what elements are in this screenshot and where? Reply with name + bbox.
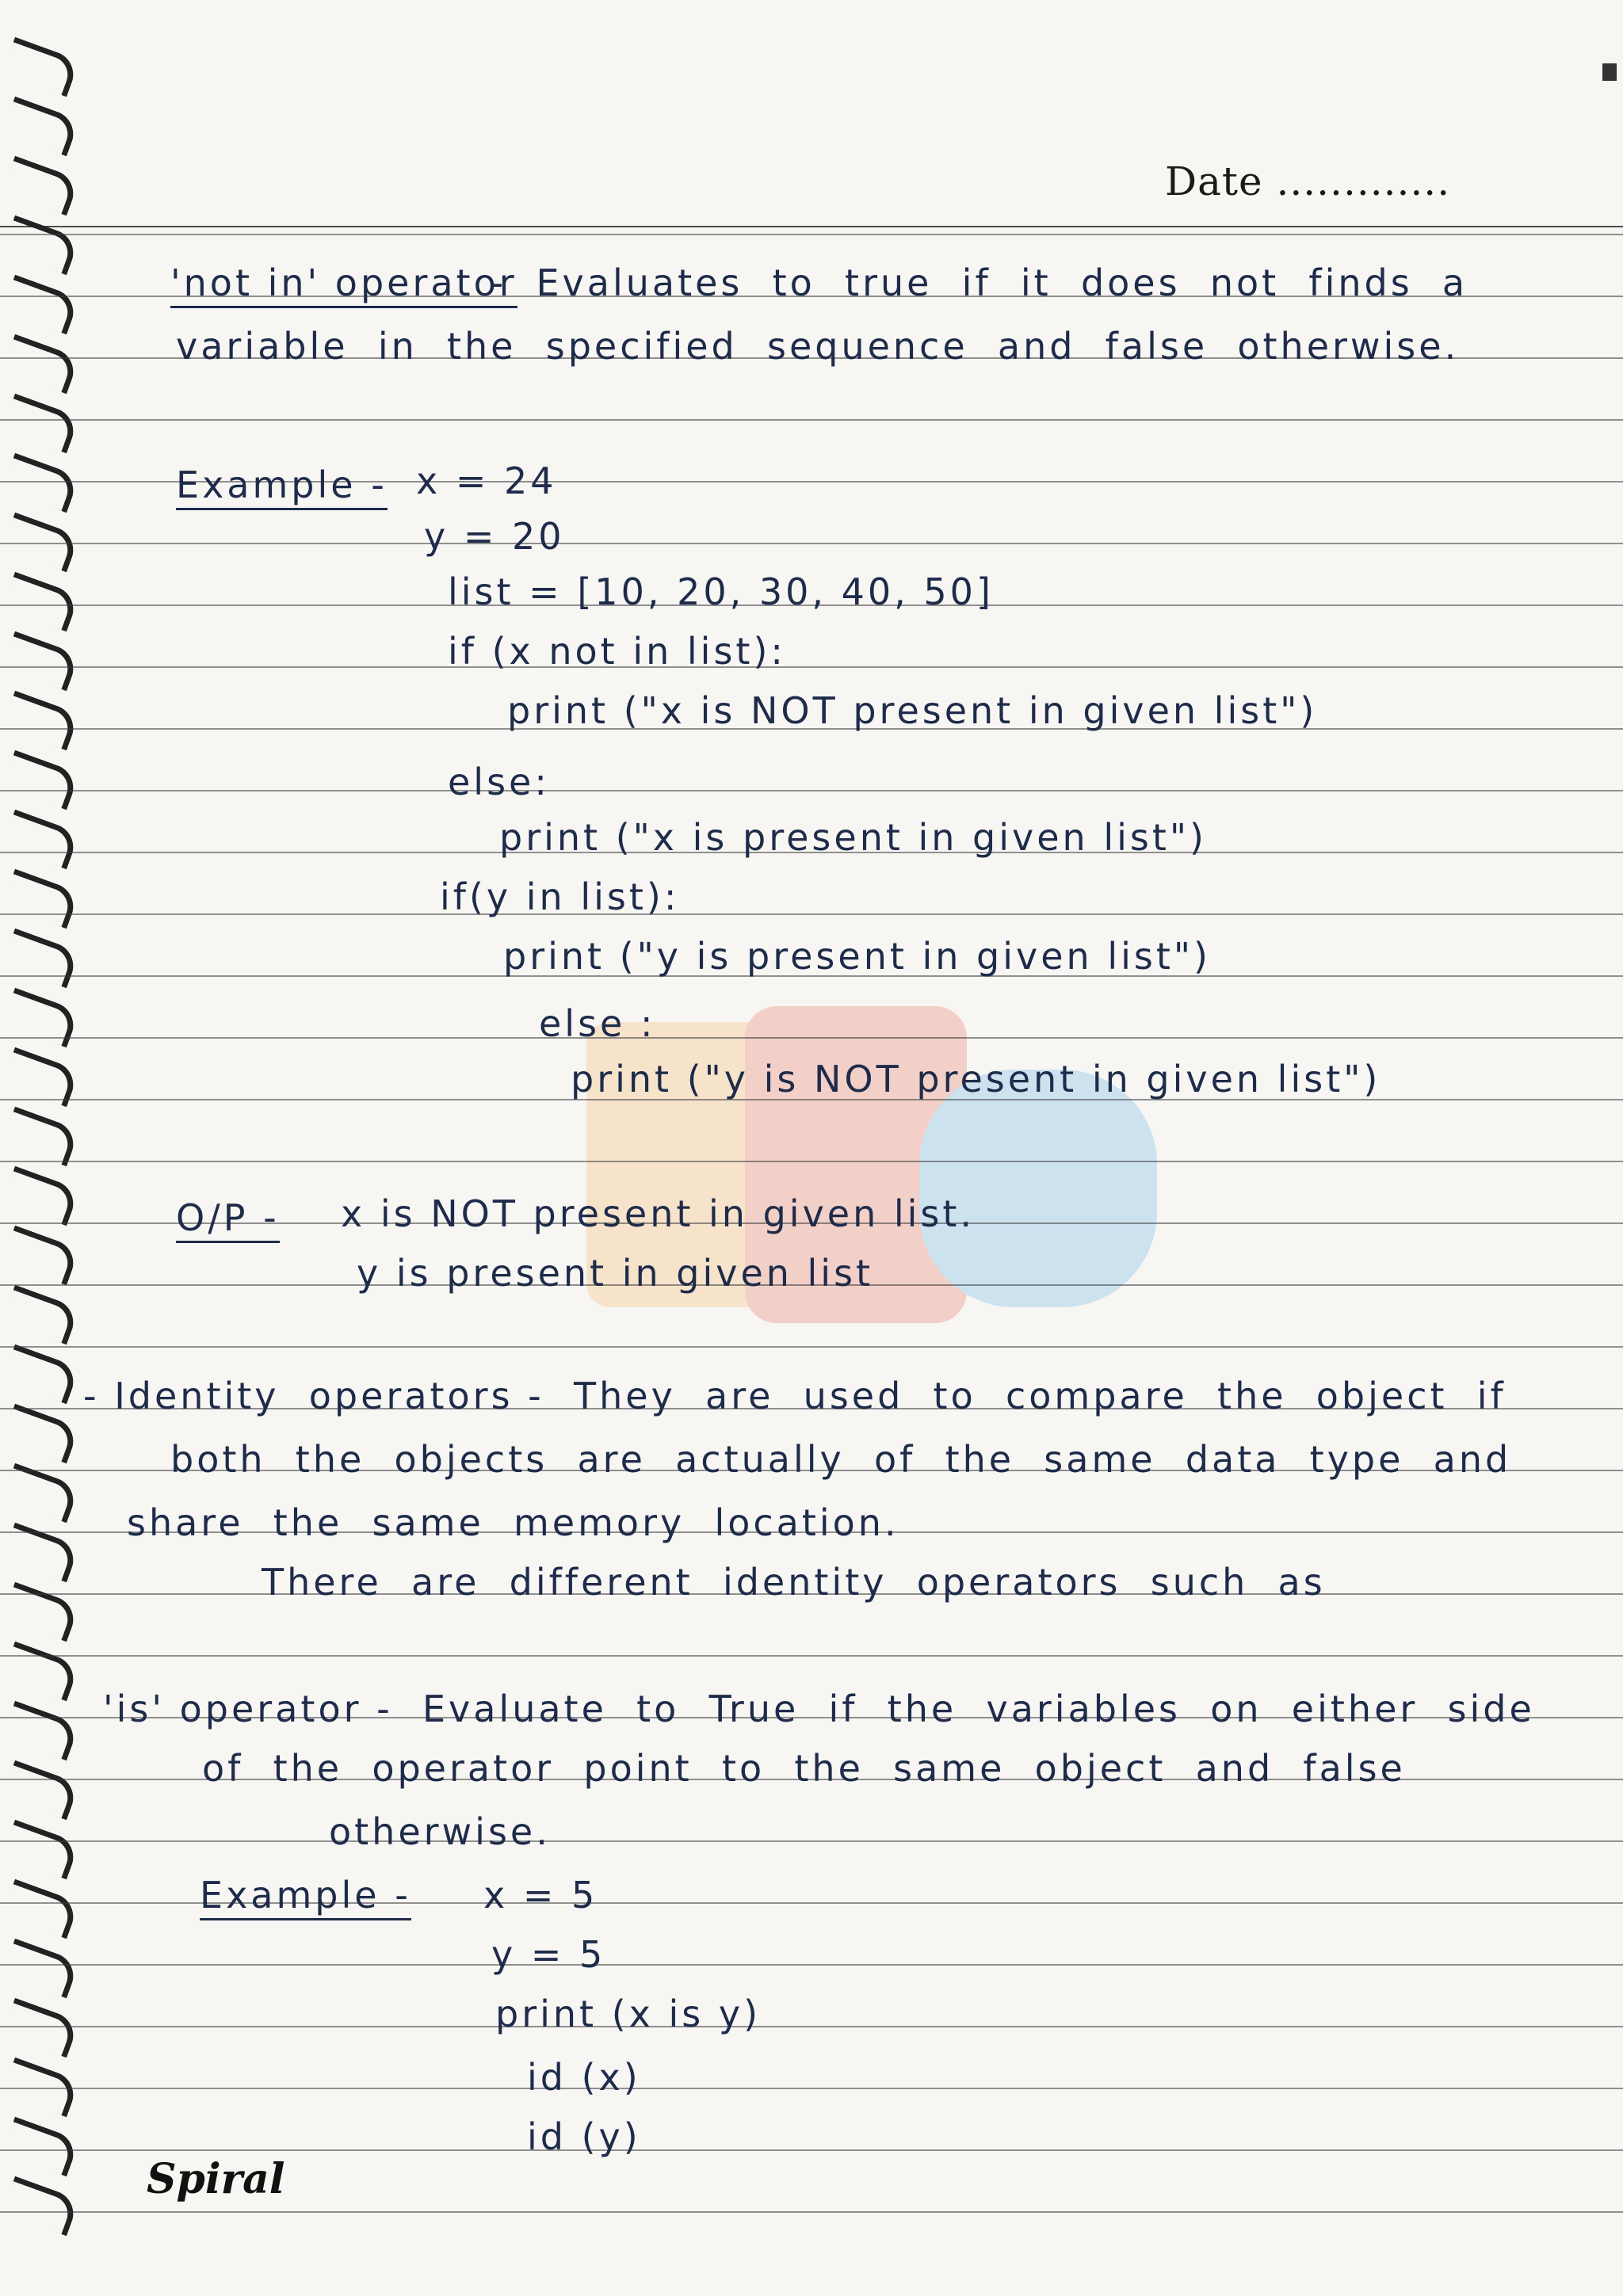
spiral-ring [2,156,80,216]
text-line: otherwise. [329,1810,551,1853]
ruled-line [0,234,1623,235]
ruled-line [0,2149,1623,2151]
spiral-ring [2,1701,80,1761]
spiral-ring [2,691,80,751]
text-line: - Identity operators - They are used to compare the object if [83,1375,1507,1417]
ruled-line [0,1161,1623,1162]
text-line: both the objects are actually of the same data type and [170,1438,1512,1481]
spiral-ring [2,1642,80,1702]
output-line: y is present in given list [357,1252,874,1295]
code-line: if (x not in list): [448,630,786,673]
text-line: variable in the specified sequence and false otherwise. [176,325,1460,368]
spiral-ring [2,1344,80,1405]
output-label: O/P - [176,1196,280,1243]
spiral-ring [2,1107,80,1167]
output-line: x is NOT present in given list. [341,1192,976,1235]
ruled-line [0,913,1623,915]
spiral-ring [2,1582,80,1642]
text-line-rest: - Evaluates to true if it does not finds a [475,261,1468,304]
spiral-ring [2,1226,80,1286]
spiral-ring [2,1879,80,1939]
text-line: There are different identity operators such as [262,1561,1326,1604]
spiral-ring [2,334,80,395]
spiral-ring [2,988,80,1048]
spiral-ring [2,1820,80,1880]
spiral-ring [2,1939,80,1999]
ruled-line [0,1964,1623,1966]
spiral-ring [2,1404,80,1464]
ruled-line [0,2088,1623,2089]
code-line: id (x) [527,2056,641,2099]
spiral-ring [2,97,80,157]
spiral-ring [2,2117,80,2177]
spiral-ring [2,1463,80,1524]
spiral-ring [2,2176,80,2237]
page-corner-mark [1602,63,1617,81]
ruled-line [0,1655,1623,1657]
spiral-ring [2,750,80,810]
code-line: print ("y is NOT present in given list") [571,1058,1381,1100]
example-label: Example - [200,1874,411,1920]
code-line: x = 5 [483,1874,598,1917]
code-line: print ("x is present in given list") [499,816,1208,859]
ruled-line [0,666,1623,668]
spiral-ring [2,453,80,513]
code-line: y = 20 [424,515,565,558]
spiral-ring [2,810,80,870]
ruled-line [0,2211,1623,2213]
code-line: list = [10, 20, 30, 40, 50] [448,570,994,613]
code-line: else : [539,1002,656,1045]
text-line: share the same memory location. [127,1501,899,1544]
ruled-line [0,1840,1623,1842]
spiral-ring [2,37,80,97]
spiral-ring [2,631,80,692]
code-line: y = 5 [491,1933,606,1976]
spiral-ring [2,1285,80,1345]
spiral-ring [2,215,80,276]
ruled-line [0,2026,1623,2027]
text-line: 'is' operator - Evaluate to True if the variables on either side [103,1688,1535,1730]
text-line: of the operator point to the same object and false [202,1747,1406,1790]
code-line: else: [448,761,550,803]
code-line: if(y in list): [440,875,680,918]
spiral-ring [2,1998,80,2058]
ruled-line [0,1037,1623,1039]
date-label: Date ............. [1165,158,1451,204]
spiral-ring [2,929,80,989]
spiral-ring [2,869,80,929]
code-line: print (x is y) [495,1993,762,2035]
code-line: x = 24 [416,460,557,502]
code-line: print ("y is present in given list") [503,935,1212,978]
header-rule [0,226,1623,227]
ruled-line [0,1346,1623,1348]
example-label: Example - [176,463,388,510]
spiral-binding [0,48,87,2266]
heading-not-in-operator: 'not in' operator [170,261,517,308]
spiral-ring [2,1166,80,1226]
spiral-ring [2,572,80,632]
code-line: id (y) [527,2115,641,2158]
spiral-ring [2,1760,80,1821]
ruled-line [0,419,1623,421]
brand-logo: Spiral [147,2155,285,2203]
spiral-ring [2,394,80,454]
code-line: print ("x is NOT present in given list") [507,689,1318,732]
ruled-line [0,790,1623,791]
spiral-ring [2,275,80,335]
ruled-line [0,543,1623,544]
